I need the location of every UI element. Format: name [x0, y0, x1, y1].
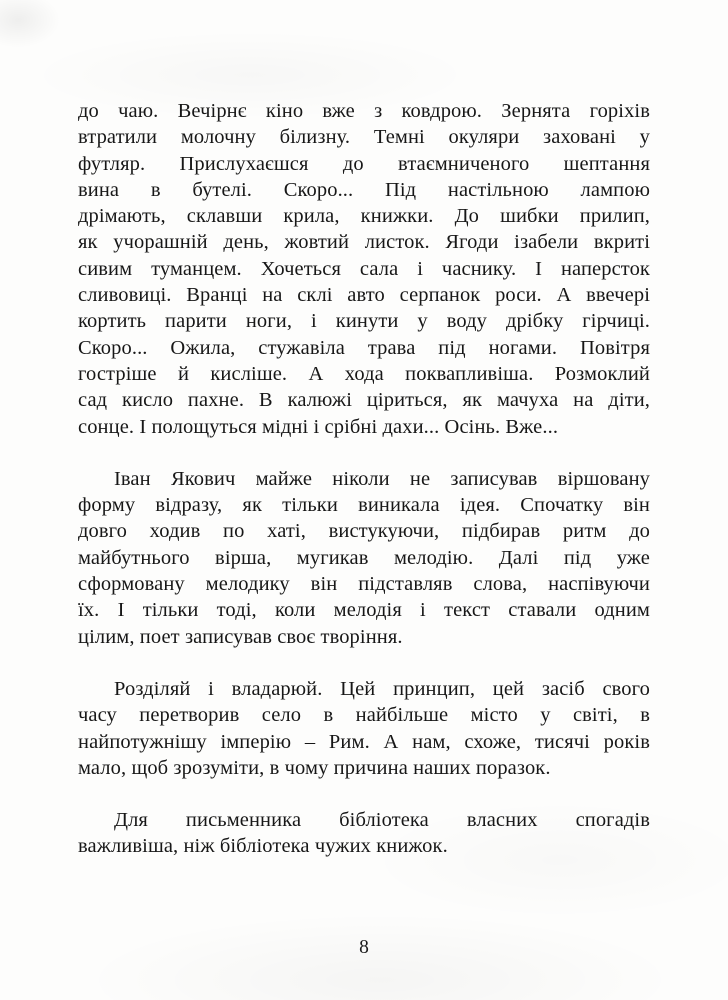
- text-line: вина в бутелі. Скоро... Під настільною лампою: [78, 178, 650, 201]
- text-line: як учорашній день, жовтий листок. Ягоди ізабели вкриті: [78, 231, 650, 254]
- text-line: до чаю. Вечірнє кіно вже з ковдрою. Зернята горіхів: [78, 100, 650, 122]
- text-line: сформовану мелодику він підставляв слова, наспівуючи: [78, 573, 650, 596]
- text-line: Іван Якович майже ніколи не записував віршовану: [114, 467, 650, 490]
- text-line: цілим, поет записував своє творіння.: [78, 625, 403, 648]
- text-line: сливовиці. Вранці на склі авто серпанок роси. А ввечері: [78, 284, 650, 307]
- text-line: Скоро... Ожила, стужавіла трава під ногами. Повітря: [78, 336, 650, 359]
- text-line: важливіша, ніж бібліотека чужих книжок.: [78, 835, 448, 858]
- text-line: форму відразу, як тільки виникала ідея. Спочатку він: [78, 494, 650, 517]
- text-line: сад кисло пахне. В калюжі ціриться, як мачуха на діти,: [78, 389, 650, 412]
- text-line: їх. І тільки тоді, коли мелодія і текст ставали одним: [78, 599, 650, 622]
- text-line: довго ходив по хаті, вистукуючи, підбирав ритм до: [78, 520, 650, 543]
- text-line: Розділяй і владарюй. Цей принцип, цей засіб свого: [114, 677, 650, 700]
- text-line: майбутнього вірша, мугикав мелодію. Далі під уже: [78, 546, 650, 569]
- text-line: сонце. І полощуться мідні і срібні дахи... Осінь. Вже...: [78, 415, 559, 438]
- page-number: 8: [359, 937, 369, 958]
- text-line: мало, щоб зрозуміти, в чому причина наших поразок.: [78, 756, 551, 779]
- page-text: [78, 72, 650, 876]
- text-line: сивим туманцем. Хочеться сала і часнику. І наперсток: [78, 257, 650, 280]
- text-line: втратили молочну білизну. Темні окуляри заховані у: [78, 126, 650, 149]
- text-line: футляр. Прислухаєшся до втаємниченого шептання: [78, 152, 650, 175]
- text-line: часу перетворив село в найбільше місто у світі, в: [78, 704, 650, 727]
- text-line: кортить парити ноги, і кинути у воду дрібку гірчиці.: [78, 310, 650, 333]
- text-line: найпотужнішу імперію – Рим. А нам, схоже, тисячі років: [78, 730, 650, 753]
- text-line: Для письменника бібліотека власних спогадів: [114, 809, 650, 832]
- text-line: дрімають, склавши крила, книжки. До шибки прилип,: [78, 205, 650, 228]
- text-line: гостріше й кисліше. А хода поквапливіша. Розмоклий: [78, 362, 650, 385]
